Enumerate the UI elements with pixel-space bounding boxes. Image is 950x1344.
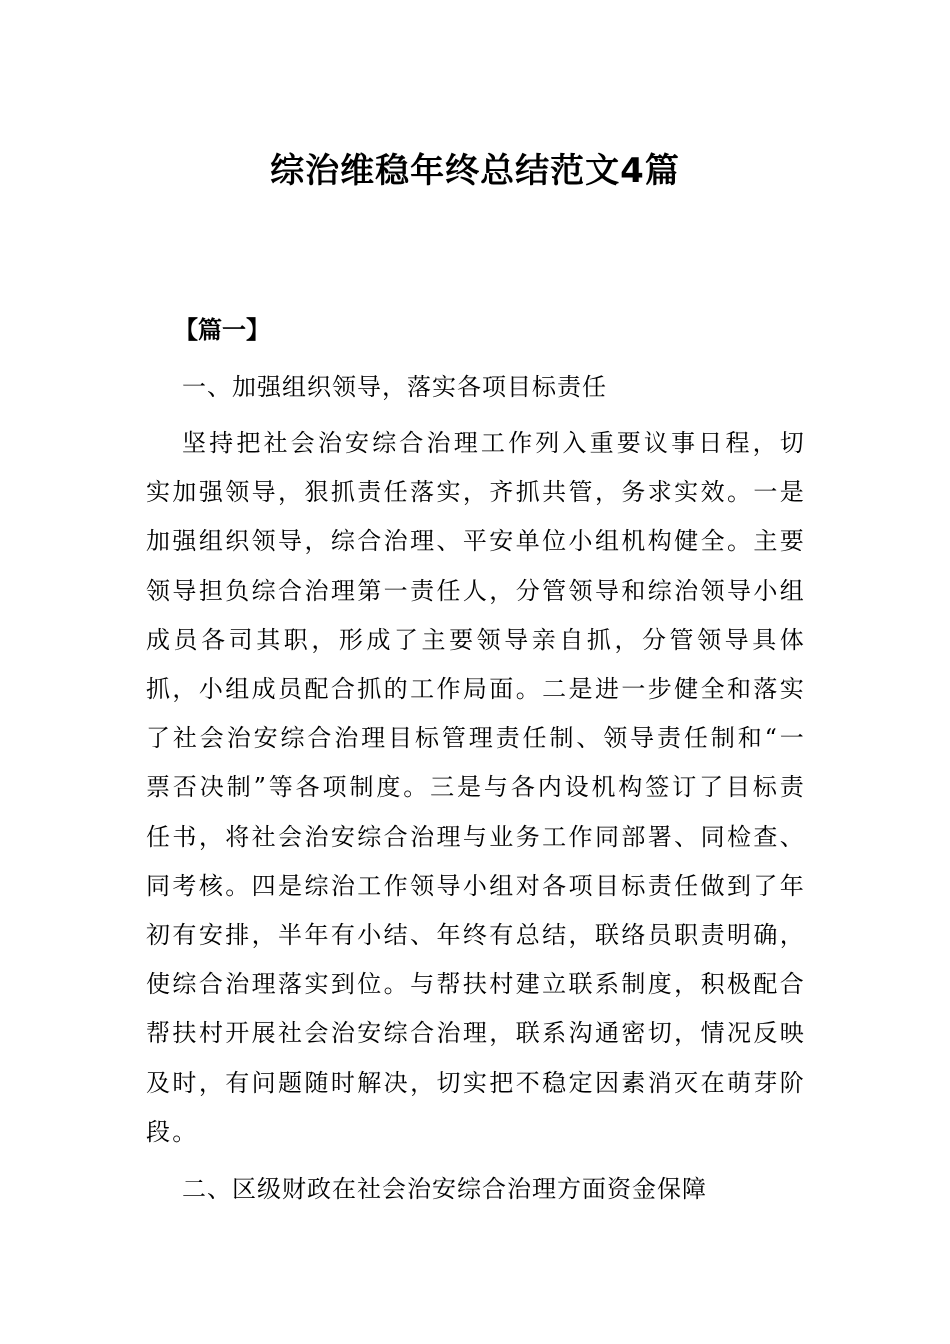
document-title: 综治维稳年终总结范文4篇: [270, 151, 680, 191]
section-label: 【篇一】: [174, 316, 270, 344]
section-heading-2: 二、区级财政在社会治安综合治理方面资金保障: [182, 1175, 707, 1204]
document-body: [146, 310, 806, 1211]
body-paragraph-1: 坚持把社会治安综合治理工作列入重要议事日程，切实加强领导，狠抓责任落实，齐抓共管，务求实效。一是加强组织领导，综合治理、平安单位小组机构健全。主要领导担负综合治理第一责任人，分管领导和综治领导小组成员各司其职，形成了主要领导亲自抓，分管领导具体抓，小组成员配合抓的工作局面。二是进一步健全和落实了社会治安综合治理目标管理责任制、领导责任制和“一票否决制”等各项制度。三是与各内设机构签订了目标责任书，将社会治安综合治理与业务工作同部署、同检查、同考核。四是综治工作领导小组对各项目标责任做到了年初有安排，半年有小结、年终有总结，联络员职责明确，使综合治理落实到位。与帮扶村建立联系制度，积极配合帮扶村开展社会治安综合治理，联系沟通密切，情况反映及时，有问题随时解决，切实把不稳定因素消灭在萌芽阶段。: [146, 429, 806, 1146]
section-heading-1: 一、加强组织领导，落实各项目标责任: [182, 373, 607, 401]
